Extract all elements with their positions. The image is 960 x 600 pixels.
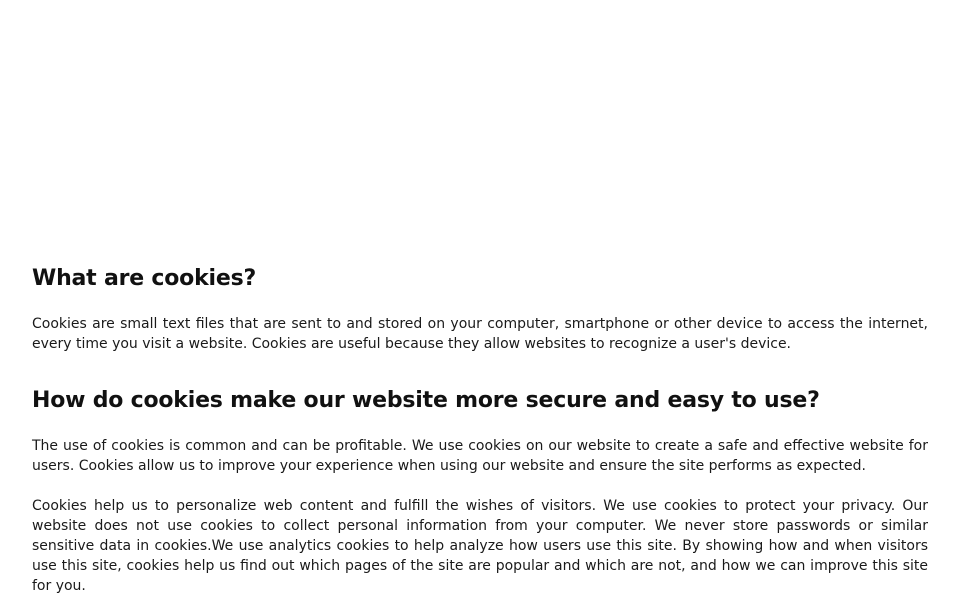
section-heading: What are cookies? — [32, 266, 257, 291]
section-how-cookies-help — [32, 384, 928, 596]
section-what-are-cookies — [32, 262, 928, 354]
section-paragraph: Cookies help us to personalize web content and fulfill the wishes of visitors. We use cookies to protect your privacy. Our website does not use cookies to collect personal information from your computer. We never store passwords or similar sensitive data in cookies.We use analytics cookies to help analyze how users use this site. By showing how and when visitors use this site, cookies help us find out which pages of the site are popular and which are not, and how we can improve this site for you. — [32, 498, 928, 594]
section-paragraph: Cookies are small text files that are sent to and stored on your computer, smartphone or other device to access the internet, every time you visit a website. Cookies are useful because they allow websites to recognize a user's device. — [32, 316, 928, 352]
section-heading: How do cookies make our website more secure and easy to use? — [32, 388, 820, 413]
cookie-policy-content — [32, 262, 928, 596]
section-paragraph: The use of cookies is common and can be profitable. We use cookies on our website to create a safe and effective website for users. Cookies allow us to improve your experience when using our website and ensure the site performs as expected. — [32, 438, 928, 474]
